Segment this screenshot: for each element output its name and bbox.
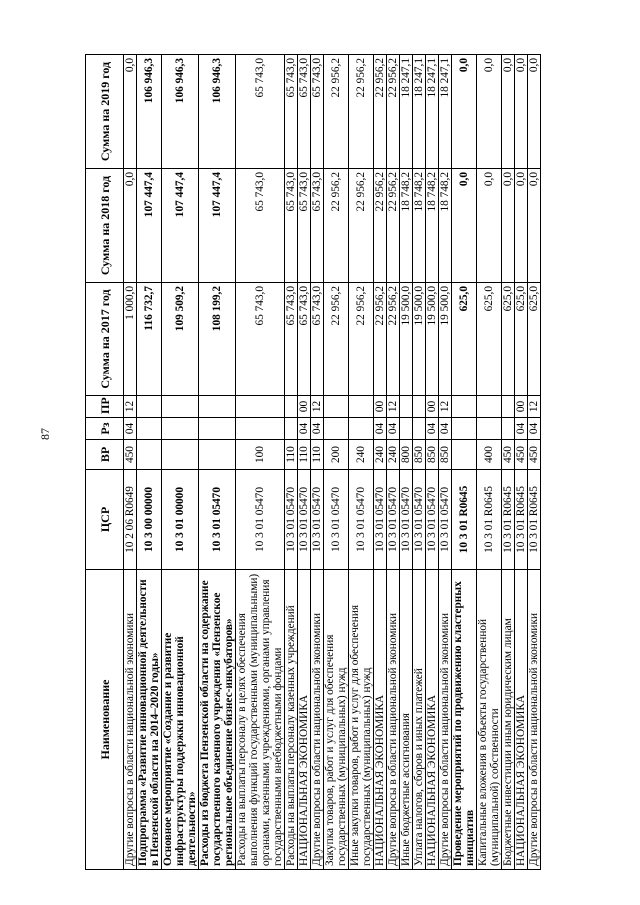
cell-vr: 240	[374, 440, 387, 470]
cell-sum-2018: 107 447,4	[137, 169, 162, 283]
cell-name: НАЦИОНАЛЬНАЯ ЭКОНОМИКА	[298, 570, 311, 870]
cell-sum-2017: 22 956,2	[324, 283, 349, 396]
cell-sum-2017: 65 743,0	[285, 283, 298, 396]
cell-pr	[137, 396, 162, 418]
table-row	[387, 55, 400, 870]
cell-csr: 10 3 01 05470	[413, 470, 426, 570]
cell-sum-2017: 65 743,0	[236, 283, 285, 396]
cell-sum-2017: 625,0	[515, 283, 528, 396]
cell-vr: 110	[311, 440, 324, 470]
cell-vr: 240	[349, 440, 374, 470]
cell-rz: 04	[374, 418, 387, 440]
table-row	[298, 55, 311, 870]
cell-sum-2019: 65 743,0	[298, 55, 311, 169]
cell-name: Подпрограмма «Развитие инновационной деятельности в Пензенской области на 2014–2020 годы»	[137, 570, 162, 870]
cell-sum-2018: 0,0	[528, 169, 541, 283]
cell-sum-2019: 0,0	[452, 55, 477, 169]
table-header-row	[86, 55, 124, 870]
cell-vr: 200	[324, 440, 349, 470]
cell-rz	[413, 418, 426, 440]
cell-sum-2019: 106 946,3	[199, 55, 236, 169]
table-row	[349, 55, 374, 870]
cell-sum-2018: 22 956,2	[324, 169, 349, 283]
cell-sum-2019: 0,0	[124, 55, 137, 169]
cell-pr	[349, 396, 374, 418]
cell-rz	[137, 418, 162, 440]
cell-pr: 00	[515, 396, 528, 418]
cell-name: Расходы на выплаты персоналу казенных учреждений	[285, 570, 298, 870]
cell-sum-2017: 1 000,0	[124, 283, 137, 396]
cell-csr: 10 3 01 R0645	[528, 470, 541, 570]
cell-csr: 10 3 01 05470	[324, 470, 349, 570]
cell-sum-2018: 0,0	[124, 169, 137, 283]
cell-rz	[324, 418, 349, 440]
cell-rz: 04	[426, 418, 439, 440]
cell-pr: 00	[426, 396, 439, 418]
cell-pr: 12	[387, 396, 400, 418]
cell-sum-2017: 22 956,2	[387, 283, 400, 396]
cell-sum-2019: 18 247,1	[439, 55, 452, 169]
header-pr: ПР	[86, 396, 124, 418]
cell-sum-2018: 0,0	[502, 169, 515, 283]
cell-sum-2019: 22 956,2	[349, 55, 374, 169]
cell-pr	[285, 396, 298, 418]
cell-sum-2017: 19 500,0	[400, 283, 413, 396]
cell-sum-2017: 22 956,2	[349, 283, 374, 396]
cell-vr	[452, 440, 477, 470]
table-row	[236, 55, 285, 870]
cell-csr: 10 3 01 05470	[426, 470, 439, 570]
table-row	[374, 55, 387, 870]
cell-pr: 12	[124, 396, 137, 418]
cell-sum-2017: 19 500,0	[426, 283, 439, 396]
cell-sum-2018: 22 956,2	[374, 169, 387, 283]
cell-vr	[199, 440, 236, 470]
header-sum-2017: Сумма на 2017 год	[86, 283, 124, 396]
cell-sum-2019: 0,0	[502, 55, 515, 169]
cell-csr: 10 3 01 05470	[311, 470, 324, 570]
cell-pr: 12	[439, 396, 452, 418]
cell-rz	[236, 418, 285, 440]
table-row	[324, 55, 349, 870]
cell-sum-2017: 22 956,2	[374, 283, 387, 396]
cell-sum-2018: 65 743,0	[236, 169, 285, 283]
cell-sum-2019: 65 743,0	[236, 55, 285, 169]
header-sum-2019: Сумма на 2019 год	[86, 55, 124, 169]
cell-name: НАЦИОНАЛЬНАЯ ЭКОНОМИКА	[426, 570, 439, 870]
table-row	[515, 55, 528, 870]
cell-sum-2019: 0,0	[515, 55, 528, 169]
cell-vr: 400	[477, 440, 502, 470]
budget-table	[85, 54, 541, 870]
header-sum-2018: Сумма на 2018 год	[86, 169, 124, 283]
cell-rz: 04	[515, 418, 528, 440]
table-row	[477, 55, 502, 870]
table-row	[502, 55, 515, 870]
cell-pr	[413, 396, 426, 418]
header-vr: ВР	[86, 440, 124, 470]
cell-sum-2017: 108 199,2	[199, 283, 236, 396]
cell-name: Другие вопросы в области национальной экономики	[387, 570, 400, 870]
cell-sum-2018: 22 956,2	[387, 169, 400, 283]
cell-sum-2017: 625,0	[502, 283, 515, 396]
rotated-page-content	[85, 55, 603, 870]
cell-csr: 10 3 01 R0645	[502, 470, 515, 570]
cell-rz	[285, 418, 298, 440]
cell-vr	[162, 440, 199, 470]
cell-rz: 04	[311, 418, 324, 440]
cell-sum-2018: 0,0	[477, 169, 502, 283]
cell-vr	[137, 440, 162, 470]
cell-rz	[502, 418, 515, 440]
cell-rz	[477, 418, 502, 440]
cell-csr: 10 3 01 R0645	[477, 470, 502, 570]
header-name: Наименование	[86, 570, 124, 870]
cell-vr: 110	[298, 440, 311, 470]
cell-sum-2017: 625,0	[477, 283, 502, 396]
cell-vr: 450	[502, 440, 515, 470]
cell-sum-2017: 19 500,0	[439, 283, 452, 396]
cell-sum-2019: 18 247,1	[426, 55, 439, 169]
cell-vr: 110	[285, 440, 298, 470]
cell-sum-2017: 625,0	[528, 283, 541, 396]
cell-sum-2017: 19 500,0	[413, 283, 426, 396]
cell-rz	[162, 418, 199, 440]
cell-name: Бюджетные инвестиции иным юридическим лицам	[502, 570, 515, 870]
cell-name: НАЦИОНАЛЬНАЯ ЭКОНОМИКА	[374, 570, 387, 870]
table-row	[439, 55, 452, 870]
cell-pr	[199, 396, 236, 418]
table-row	[162, 55, 199, 870]
cell-sum-2019: 0,0	[477, 55, 502, 169]
header-csr: ЦСР	[86, 470, 124, 570]
cell-csr: 10 3 01 05470	[387, 470, 400, 570]
cell-vr: 240	[387, 440, 400, 470]
cell-name: Иные закупки товаров, работ и услуг для обеспечения государственных (муниципальных) нужд	[349, 570, 374, 870]
cell-rz: 04	[124, 418, 137, 440]
cell-sum-2018: 18 748,2	[400, 169, 413, 283]
cell-rz	[400, 418, 413, 440]
cell-sum-2018: 18 748,2	[426, 169, 439, 283]
cell-rz: 04	[298, 418, 311, 440]
cell-csr: 10 3 01 R0645	[515, 470, 528, 570]
cell-pr: 00	[374, 396, 387, 418]
cell-rz: 04	[528, 418, 541, 440]
cell-csr: 10 3 01 R0645	[452, 470, 477, 570]
cell-pr	[162, 396, 199, 418]
cell-csr: 10 3 01 05470	[400, 470, 413, 570]
cell-sum-2018: 107 447,4	[199, 169, 236, 283]
cell-sum-2018: 0,0	[452, 169, 477, 283]
cell-csr: 10 3 01 05470	[199, 470, 236, 570]
cell-sum-2018: 107 447,4	[162, 169, 199, 283]
cell-vr: 850	[413, 440, 426, 470]
cell-pr: 00	[298, 396, 311, 418]
table-body	[124, 55, 541, 870]
cell-sum-2019: 106 946,3	[137, 55, 162, 169]
cell-vr: 100	[236, 440, 285, 470]
cell-vr: 800	[400, 440, 413, 470]
cell-name: Расходы из бюджета Пензенской области на содержание государственного казенного учреждения «Пензенское региональное объединение бизнес-инкубаторов»	[199, 570, 236, 870]
cell-rz: 04	[439, 418, 452, 440]
cell-name: Другие вопросы в области национальной экономики	[311, 570, 324, 870]
cell-sum-2019: 22 956,2	[324, 55, 349, 169]
cell-csr: 10 3 01 05470	[285, 470, 298, 570]
cell-sum-2017: 116 732,7	[137, 283, 162, 396]
cell-sum-2018: 65 743,0	[311, 169, 324, 283]
cell-csr: 10 3 01 05470	[236, 470, 285, 570]
cell-pr: 12	[528, 396, 541, 418]
cell-pr	[502, 396, 515, 418]
cell-name: Уплата налогов, сборов и иных платежей	[413, 570, 426, 870]
cell-sum-2019: 22 956,2	[387, 55, 400, 169]
cell-rz: 04	[387, 418, 400, 440]
table-row	[528, 55, 541, 870]
cell-rz	[349, 418, 374, 440]
cell-csr: 10 3 01 00000	[162, 470, 199, 570]
table-row	[199, 55, 236, 870]
cell-vr: 850	[426, 440, 439, 470]
cell-rz	[199, 418, 236, 440]
cell-sum-2018: 65 743,0	[285, 169, 298, 283]
cell-name: Иные бюджетные ассигнования	[400, 570, 413, 870]
cell-sum-2018: 0,0	[515, 169, 528, 283]
cell-name: Другие вопросы в области национальной экономики	[124, 570, 137, 870]
cell-name: Капитальные вложения в объекты государственной (муниципальной) собственности	[477, 570, 502, 870]
cell-sum-2019: 0,0	[528, 55, 541, 169]
page-number: 87	[38, 428, 52, 440]
cell-name: Проведение мероприятий по продвижению кластерных инициатив	[452, 570, 477, 870]
cell-pr	[452, 396, 477, 418]
table-row	[413, 55, 426, 870]
cell-name: Основное мероприятие «Создание и развитие инфраструктуры поддержки инновационной деятельности»	[162, 570, 199, 870]
cell-sum-2017: 625,0	[452, 283, 477, 396]
table-row	[137, 55, 162, 870]
table-row	[311, 55, 324, 870]
cell-sum-2019: 106 946,3	[162, 55, 199, 169]
cell-vr: 450	[515, 440, 528, 470]
cell-name: Другие вопросы в области национальной экономики	[439, 570, 452, 870]
table-row	[426, 55, 439, 870]
cell-sum-2019: 22 956,2	[374, 55, 387, 169]
cell-pr	[400, 396, 413, 418]
cell-csr: 10 2 06 R0649	[124, 470, 137, 570]
cell-pr	[477, 396, 502, 418]
cell-csr: 10 3 01 05470	[439, 470, 452, 570]
cell-sum-2018: 18 748,2	[413, 169, 426, 283]
cell-sum-2018: 22 956,2	[349, 169, 374, 283]
cell-vr: 450	[124, 440, 137, 470]
cell-csr: 10 3 01 05470	[298, 470, 311, 570]
header-rz: Рз	[86, 418, 124, 440]
table-row	[285, 55, 298, 870]
cell-csr: 10 3 00 00000	[137, 470, 162, 570]
cell-csr: 10 3 01 05470	[374, 470, 387, 570]
cell-csr: 10 3 01 05470	[349, 470, 374, 570]
table-row	[400, 55, 413, 870]
cell-sum-2017: 65 743,0	[311, 283, 324, 396]
cell-vr: 450	[528, 440, 541, 470]
cell-name: Закупка товаров, работ и услуг для обеспечения государственных (муниципальных) нужд	[324, 570, 349, 870]
cell-name: Другие вопросы в области национальной экономики	[528, 570, 541, 870]
cell-pr	[324, 396, 349, 418]
cell-pr: 12	[311, 396, 324, 418]
cell-pr	[236, 396, 285, 418]
cell-vr: 850	[439, 440, 452, 470]
table-row	[452, 55, 477, 870]
cell-sum-2019: 65 743,0	[285, 55, 298, 169]
cell-name: НАЦИОНАЛЬНАЯ ЭКОНОМИКА	[515, 570, 528, 870]
cell-rz	[452, 418, 477, 440]
table-row	[124, 55, 137, 870]
cell-sum-2017: 109 509,2	[162, 283, 199, 396]
cell-sum-2018: 18 748,2	[439, 169, 452, 283]
cell-sum-2017: 65 743,0	[298, 283, 311, 396]
cell-sum-2019: 18 247,1	[413, 55, 426, 169]
cell-name: Расходы на выплаты персоналу в целях обеспечения выполнения функций государственными (муниципальными) органами, казенными учреждениями, органами управления государственными внебюджетными фондами	[236, 570, 285, 870]
cell-sum-2019: 18 247,1	[400, 55, 413, 169]
cell-sum-2019: 65 743,0	[311, 55, 324, 169]
cell-sum-2018: 65 743,0	[298, 169, 311, 283]
